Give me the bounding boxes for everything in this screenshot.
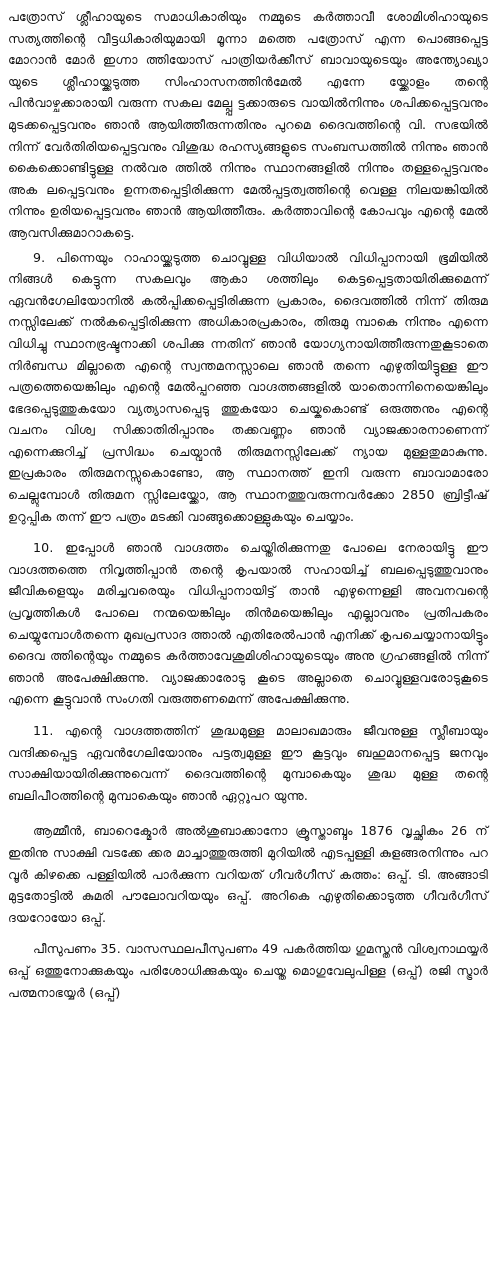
paragraph-closing: ആമ്മീൻ, ബാറെക്മോർ അൽശുബാക്കാനോ ക്രൂസ്താബ്ദം 1876 വൃച്ഛികം 26 ന് ഇതിനു സാക്ഷി വടക്കേ ക്കര മാച്ചാത്തുരുത്തി മുറിയിൽ എടപ്പള്ളി കുളങ്ങരനിന്നും പറ വൂർ കിഴക്കെ പള്ളിയിൽ പാർക്കുന്ന വറിയത് ഗീവർഗീസ് കത്തം: ഒപ്പ്. ടി. അങ്ങാടി മുട്ടതോട്ടിൽ കുമരി പൗലോവറിയയും ഒപ്പ്. അറികെ എഴുതിക്കൊടുത്ത ഗീവർഗീസ് ദയറോയോ ഒപ്പ്. (8, 823, 488, 925)
paragraph-intro: പത്രോസ് ശ്ലീഹായുടെ സമാധികാരിയും നമ്മുടെ കർത്താവീ ശോമിശിഹായുടെ സത്യത്തിന്റെ വീട്ടധികാരിയുമായി മൂന്നാ മത്തെ പത്രോസ് എന്ന പൊങ്ങപ്പെട്ട മോറാൻ മോർ ഇഗ്നാ ത്തിയോസ് പാത്രിയർക്കീസ് ബാവായുടെയും അന്ത്യോഖ്യാ യുടെ ശ്ലീഹായ്ക്കടുത്ത സിംഹാസനത്തിൻമേൽ എന്നേ യ്ക്കോളം തന്റെ പിൻവാഴ്ചക്കാരായി വരുന്ന സകല മേല്പ്പ ട്ടക്കാരുടെ വായിൽനിന്നും ശപിക്കപ്പെട്ടവനും മുടക്കപ്പെട്ടവനും ഞാൻ ആയിത്തീരുന്നതിനും പുറമെ ദൈവത്തിന്റെ വി. സഭയിൽ നിന്ന് വേർതിരിയപ്പെട്ടവനും വിശുദ്ധ രഹസ്യങ്ങളുടെ സംബന്ധത്തിൽ നിന്നും ഞാൻ കൈക്കൊണ്ടിട്ടുള്ള നൽവര ത്തിൽ നിന്നും സ്ഥാനങ്ങളിൽ നിന്നും തള്ളപ്പെട്ടവനും അക ലപ്പെട്ടവനും ഉന്നതപ്പെട്ടിരിക്കുന്ന മേൽപ്പട്ടത്വത്തിന്റെ വെള്ള നിലയങ്കിയിൽ നിന്നും ഉരിയപ്പെട്ടവനും ഞാൻ ആയിത്തീരും. കർത്താവിന്റെ കോപവും എന്റെ മേൽ ആവസിക്കുമാറാകട്ടെ. (8, 9, 488, 240)
paragraph-9: 9. പിന്നെയും റാഹായ്ക്കടുത്ത ചൊവ്വുള്ള വിധിയാൽ വിധിപ്പാനായി ഭൂമിയിൽ നിങ്ങൾ കെട്ടുന്ന സകലവും ആകാ ശത്തിലും കെട്ടപ്പെട്ടതായിരിക്കുമെന്ന് ഏവൻഗേലിയോനിൽ കൽപ്പിക്കപ്പെട്ടിരിക്കുന്ന പ്രകാരം, ദൈവത്തിൽ നിന്ന് തിരുമ നസ്സിലേക്ക് നൽകപ്പെട്ടിരിക്കുന്ന അധികാരപ്രകാരം, തിരുമു മ്പാകെ നിന്നും എന്നെ വിധിച്ചു സ്ഥാനഭ്രഷ്ടനാക്കി ശപിക്കു ന്നതിന് ഞാൻ യോഗ്യനായിത്തീരുന്നതുകൂടാതെ നിർബന്ധ മില്ലാതെ എന്റെ സ്വന്തമനസ്സാലെ ഞാൻ തന്നെ എഴുതിയിട്ടുള്ള ഈ പത്രത്തെയെങ്കിലും എന്റെ മേൽപ്പറഞ്ഞ വാഗ്ദത്തങ്ങളിൽ യാതൊന്നിനെയെങ്കിലും ഭേദപ്പെടുത്തുകയോ വ്യത്യാസപ്പെടു ത്തുകയോ ചെയ്കകൊണ്ട് ഒരുത്തനും എന്റെ വചനം വിശ്വ സിക്കാതിരിപ്പാനും തക്കവണ്ണം ഞാൻ വ്യാജക്കാരനാണെന്ന് എന്നെക്കുറിച്ച് പ്രസിദ്ധം ചെയ്വാൻ തിരുമനസ്സിലേക്ക് ന്യായ മുള്ളതുമാകുന്നു. ഇപ്രകാരം തിരുമനസ്സുകൊണ്ടോ, ആ സ്ഥാനത്ത് ഇനി വരുന്ന ബാവാമാരോ ചെല്ലുമ്പോൾ തിരുമന സ്സിലേയ്ക്കോ, ആ സ്ഥാനത്തുവരുന്നവർക്കോ 2850 ബ്രിട്ടീഷ് ഉറുപ്പിക തന്ന് ഈ പത്രം മടക്കി വാങ്ങുക്കൊള്ളുകയും ചെയ്യാം. (8, 249, 488, 524)
paragraph-11: 11. എന്റെ വാഗ്ദത്തത്തിന് ശുദ്ധമുള്ള മാലാഖമാരും ജീവനുള്ള സ്ലീബായും വന്ദിക്കപ്പെട്ട ഏവൻഗേലിയോനും പട്ടത്വമുള്ള ഈ കൂട്ടവും ബഹുമാനപ്പെട്ട ജനവും സാക്ഷിയായിരിക്കുന്നുവെന്ന് ദൈവത്തിന്റെ മുമ്പാകെയും ശുദ്ധ മുള്ള തന്റെ ബലിപീഠത്തിന്റെ മുമ്പാകെയും ഞാൻ ഏറ്റുപറ യുന്നു. (8, 723, 488, 803)
paragraph-10: 10. ഇപ്പോൾ ഞാൻ വാഗ്ദത്തം ചെയ്തിരിക്കുന്നതു പോലെ നേരായിട്ടു ഈ വാഗ്ദത്തത്തെ നിവൃത്തിപ്പാൻ തന്റെ കൃപയാൽ സഹായിച്ച് ബലപ്പെടുത്തുവാനും ജീവികളെയും മരിച്ചവരെയും വിധിപ്പാനായിട്ട് താൻ എഴുന്നെള്ളി അവനവന്റെ പ്രവൃത്തികൾ പോലെ നന്മയെങ്കിലും തിൻമയെങ്കിലും എല്ലാവനും പ്രതിപകരം ചെയ്യുമ്പോൾതന്നെ മുഖപ്രസാദ ത്താൽ എതിരേൽപാൻ എനിക്ക് കൃപചെയ്യാനായിട്ടും ദൈവ ത്തിന്റെയും നമ്മുടെ കർത്താവേശുമിശിഹായുടെയും അനു ഗ്രഹങ്ങളിൽ നിന്ന് ഞാൻ അപേക്ഷിക്കുന്നു. വ്യാജക്കാരോടു കൂടെ അല്ലാതെ ചൊവ്വുള്ളവരോടുകൂടെ എന്നെ കൂട്ടുവാൻ സംഗതി വരുത്തണമെന്ന് അപേക്ഷിക്കുന്നു. (8, 540, 488, 707)
paragraph-fees: പീസുപണം 35. വാസസ്ഥലപീസുപണം 49 പകർത്തിയ ഗുമസ്തൻ വിശ്വനാഥയ്യർ ഒപ്പ് ഒത്തുനോക്കുകയും പരിശോധിക്കുകയും ചെയ്ത മൊഗുവേലുപിള്ള (ഒപ്പ്) രജി സ്ട്രാർ പത്മനാഭയ്യർ (ഒപ്പ്) (8, 941, 488, 1000)
